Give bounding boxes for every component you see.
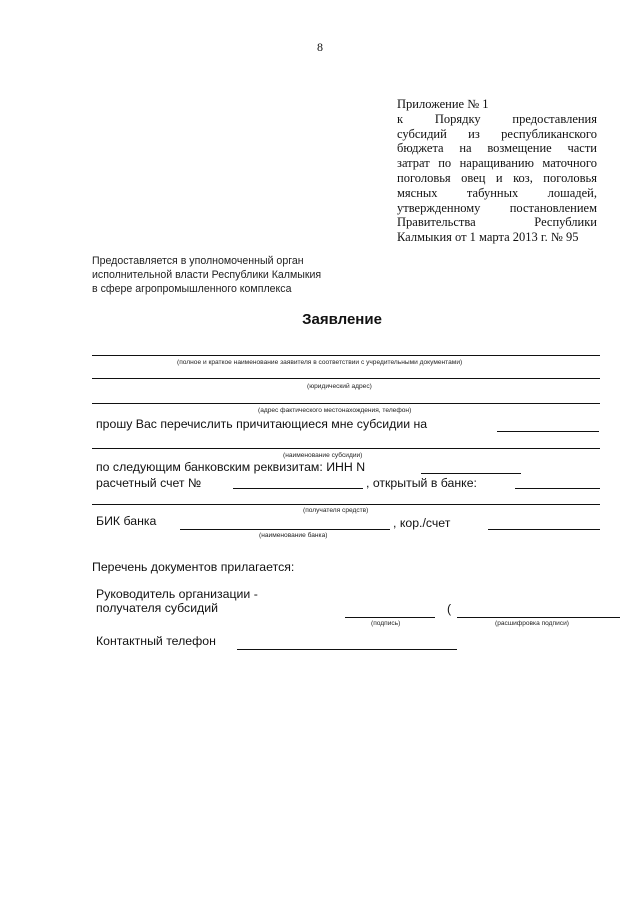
addressee-line: в сфере агропромышленного комплекса: [92, 283, 292, 295]
corr-account-label: , кор./счет: [393, 516, 451, 530]
subsidy-name-line: [92, 448, 600, 449]
opened-bank-line: [515, 488, 600, 489]
subsidy-short-line: [497, 431, 599, 432]
subsidy-name-caption: (наименование субсидии): [283, 452, 363, 459]
recipient-line: [92, 504, 600, 505]
account-label: расчетный счет №: [96, 476, 202, 490]
appendix-line: к Порядку предоставления: [397, 111, 597, 126]
inn-line: [421, 473, 521, 474]
bank-name-caption: (наименование банка): [259, 532, 328, 539]
account-line: [233, 488, 363, 489]
appendix-heading: Приложение № 1: [397, 97, 489, 111]
appendix-line: субсидий из республиканского: [397, 126, 597, 141]
documents-text: Перечень документов прилагается:: [92, 560, 295, 574]
signature-caption: (подпись): [371, 620, 401, 627]
addressee-line: исполнительной власти Республики Калмыкия: [92, 269, 322, 281]
appendix-line: поголовья овец и коз, поголовья: [397, 170, 597, 185]
appendix-line: затрат по наращиванию маточного: [397, 156, 597, 171]
bank-details-text: по следующим банковским реквизитам: ИНН N: [96, 460, 366, 474]
appendix-block: [397, 97, 597, 245]
actual-address-line: [92, 403, 600, 404]
corr-account-line: [488, 529, 600, 530]
signature-decode-caption: (расшифровка подписи): [495, 620, 569, 627]
appendix-line: бюджета на возмещение части: [397, 141, 597, 156]
bik-line: [180, 529, 390, 530]
actual-address-caption: (адрес фактического местонахождения, телефон): [258, 407, 412, 414]
appendix-line: Правительства Республики: [397, 215, 597, 230]
signature-line: [345, 617, 435, 618]
head-line-1: Руководитель организации -: [96, 587, 258, 601]
document-title: Заявление: [302, 311, 382, 328]
opened-in-bank-text: , открытый в банке:: [366, 476, 477, 490]
appendix-line-last: Калмыкия от 1 марта 2013 г. № 95: [397, 230, 579, 245]
legal-address-line: [92, 378, 600, 379]
appendix-line: мясных табунных лошадей,: [397, 185, 597, 200]
phone-label: Контактный телефон: [96, 634, 216, 648]
applicant-name-line: [92, 355, 600, 356]
addressee-block: [92, 254, 321, 296]
page-number: 8: [317, 40, 323, 54]
phone-line: [237, 649, 457, 650]
request-text: прошу Вас перечислить причитающиеся мне субсидии на: [96, 417, 428, 431]
legal-address-caption: (юридический адрес): [307, 383, 372, 390]
bik-label: БИК банка: [96, 514, 157, 528]
appendix-line: утвержденному постановлением: [397, 200, 597, 215]
addressee-line: Предоставляется в уполномоченный орган: [92, 255, 304, 267]
signature-decode-line: [457, 617, 620, 618]
applicant-name-caption: (полное и краткое наименование заявителя в соответствии с учредительными документами): [177, 359, 463, 366]
recipient-caption: (получателя средств): [303, 507, 369, 514]
head-line-2: получателя субсидий: [96, 601, 218, 615]
open-paren: (: [447, 602, 452, 616]
